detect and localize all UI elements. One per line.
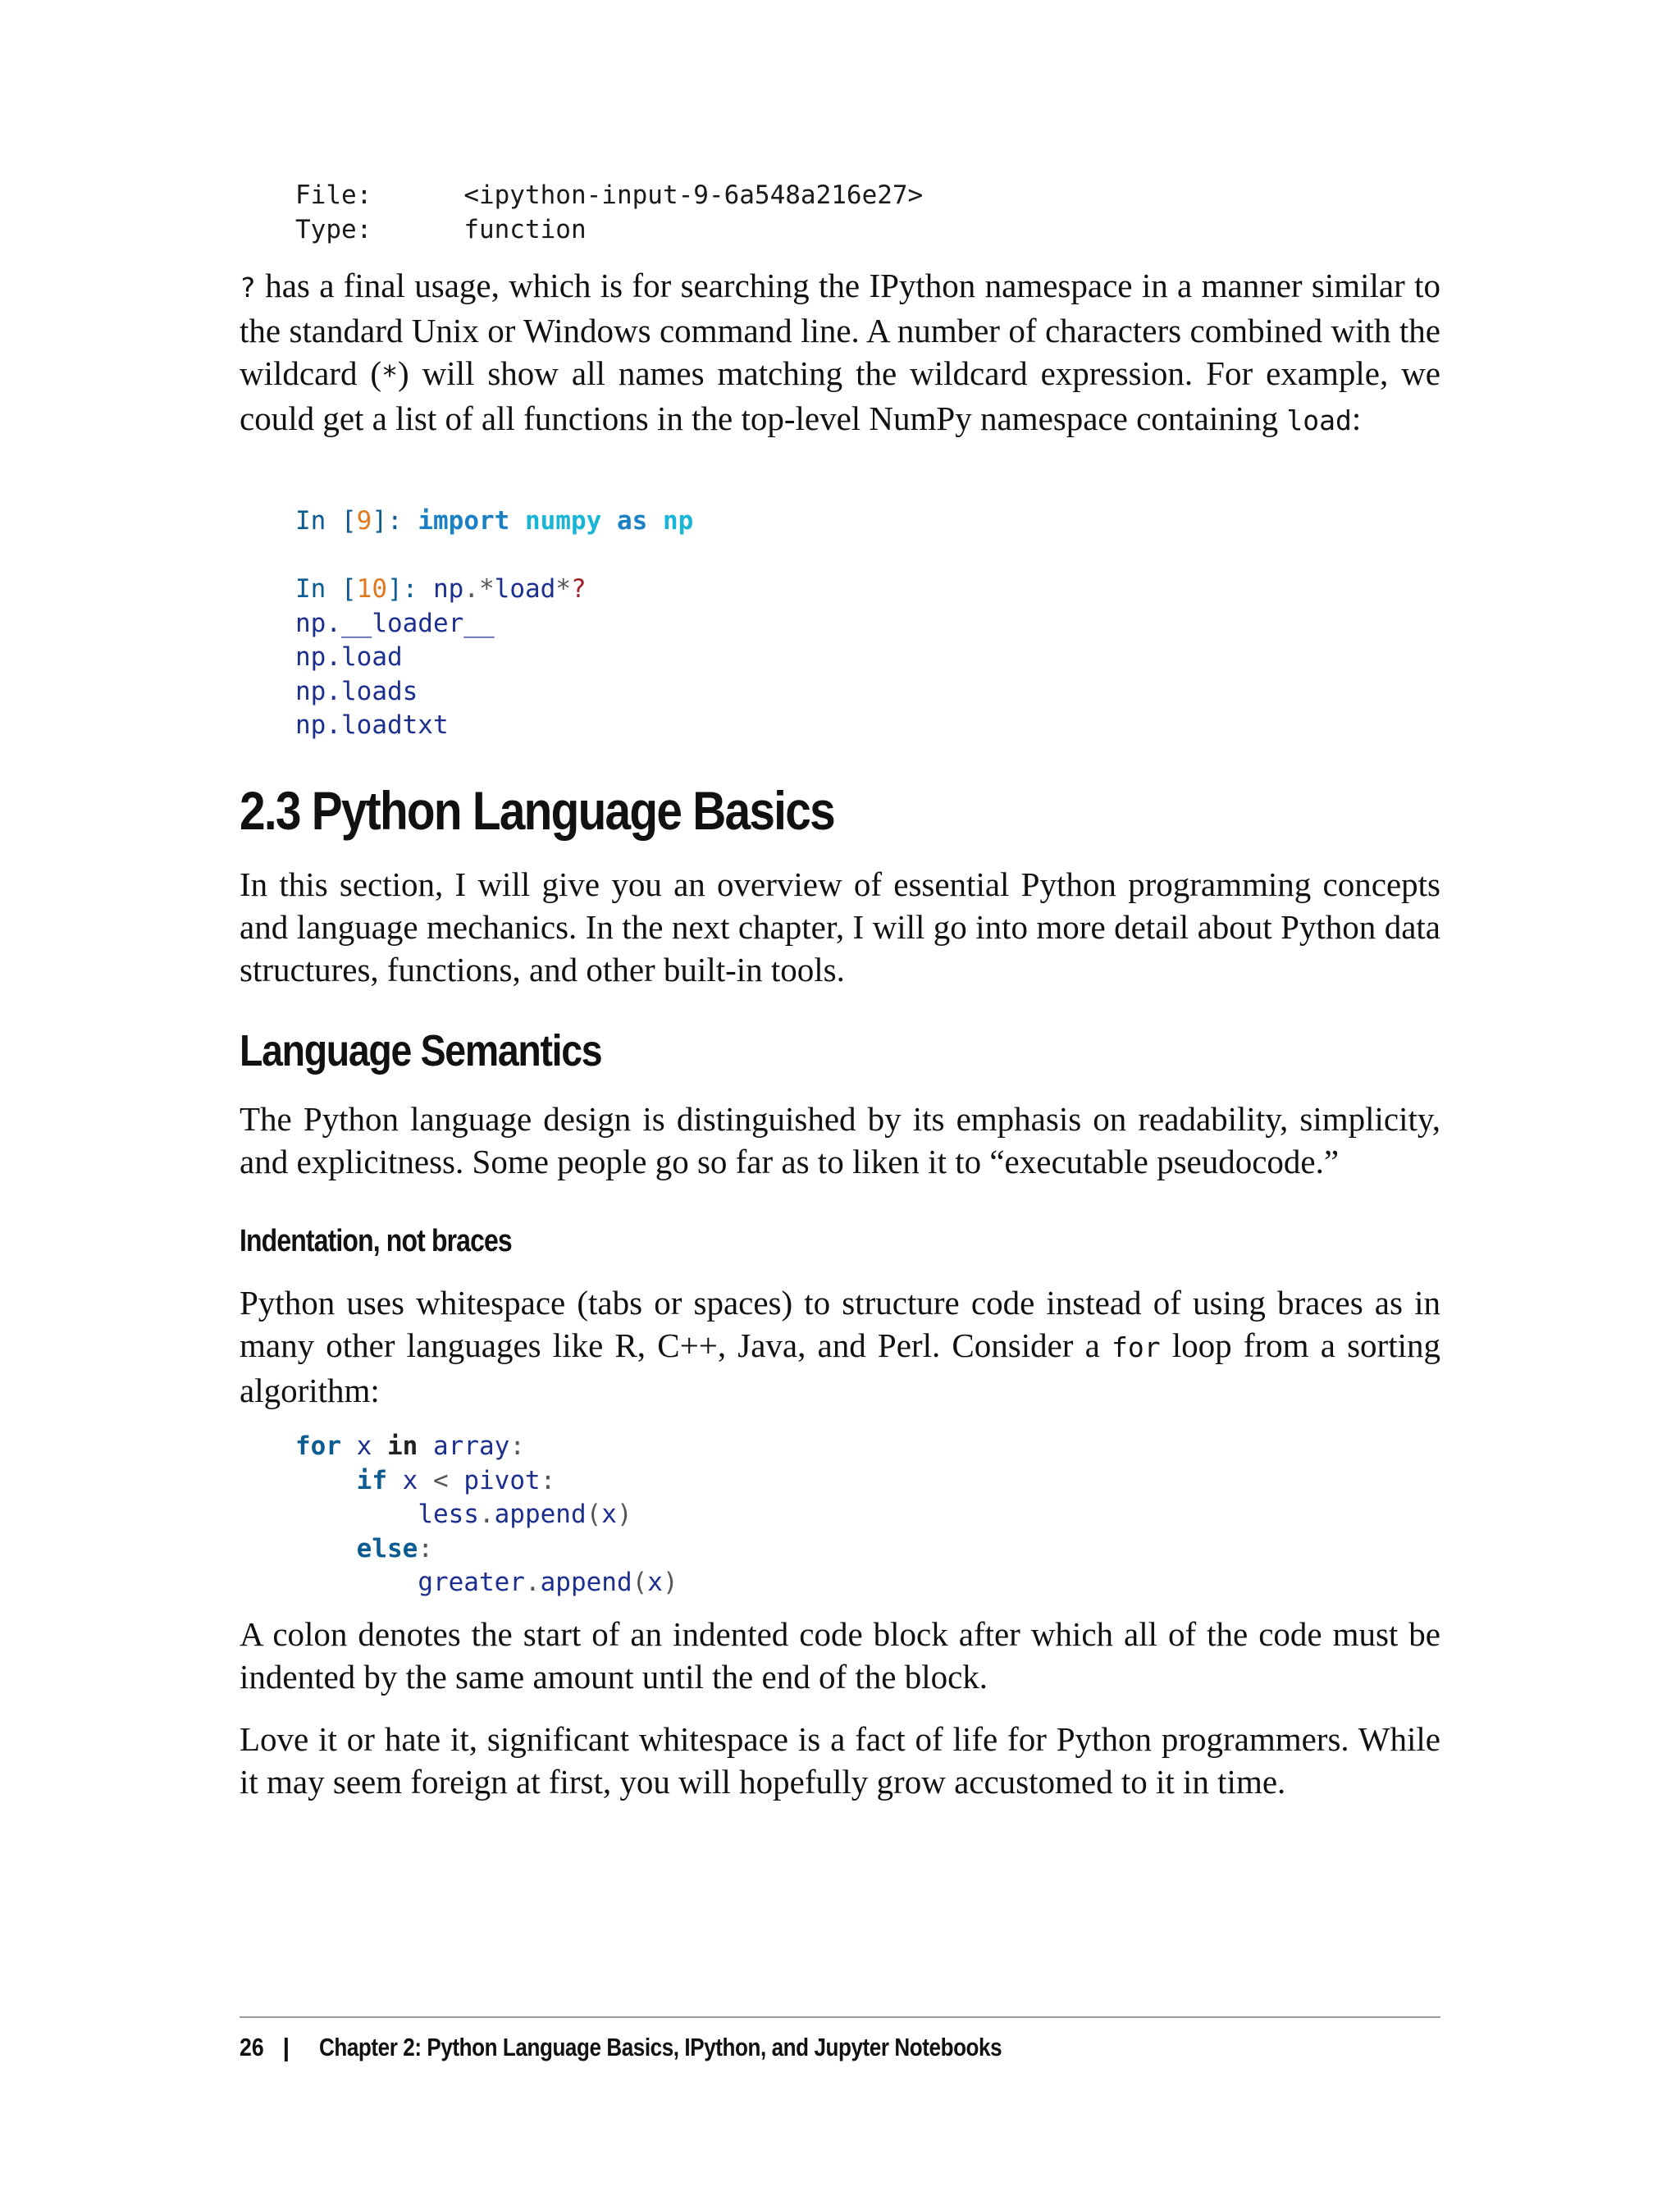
paragraph-text: ) will show all names matching the wildcard expression. For example, we could get a list of all functions in the top-level NumPy namespace containing [240, 354, 1441, 437]
code-star: * [478, 574, 495, 604]
method-append: append [540, 1568, 632, 1597]
code-colon: : [540, 1465, 556, 1495]
module-numpy: numpy [524, 506, 602, 536]
paragraph-text: loop from a sorting algorithm: [240, 1326, 1440, 1409]
var-x: x [356, 1431, 372, 1461]
code-load: load [494, 574, 556, 604]
inline-code-star: * [381, 359, 398, 391]
prompt-in: In [ [295, 574, 357, 604]
paragraph-text: Python uses whitespace (tabs or spaces) to structure code instead of using braces as in many other languages like R, C++, Java, and Perl. Consider a [240, 1284, 1440, 1364]
keyword-in: in [387, 1431, 418, 1461]
result-line: np.loads [295, 676, 418, 706]
result-line: np.loadtxt [295, 710, 449, 740]
keyword-for: for [295, 1431, 341, 1461]
result-line: np.load [295, 642, 403, 672]
var-array: array [433, 1431, 510, 1461]
var-x: x [402, 1465, 418, 1495]
prompt-number: 10 [356, 574, 387, 604]
method-append: append [494, 1500, 587, 1529]
footer-chapter-title: Chapter 2: Python Language Basics, IPython, and Jupyter Notebooks [319, 2033, 1002, 2061]
for-loop-code-block: for x in array: if x < pivot: less.append(x) else: greater.append(x) [295, 1431, 678, 1597]
keyword-import: import [418, 506, 510, 536]
paragraph-whitespace: Love it or hate it, significant whitespace is a fact of life for Python programmers. While it may seem foreign at first, you will hopefully grow accustomed to it in time. [240, 1720, 1440, 1801]
var-pivot: pivot [463, 1465, 541, 1495]
file-value: <ipython-input-9-6a548a216e27> [463, 180, 924, 210]
inline-code-load: load [1286, 404, 1352, 436]
paragraph-section-intro: In this section, I will give you an overview of essential Python programming concepts and language mechanics. In the next chapter, I will go into more detail about Python data structures, functions, and other built-in tools. [240, 865, 1440, 988]
inline-code-question: ? [240, 272, 256, 304]
paragraph-indentation [240, 1281, 1440, 1412]
numpy-code-block [295, 504, 693, 743]
code-np: np [432, 574, 464, 604]
section-heading: Language Semantics [240, 1026, 602, 1075]
code-colon: : [418, 1533, 433, 1564]
subsection-heading: Indentation, not braces [240, 1224, 512, 1258]
code-star: * [555, 574, 571, 604]
var-less: less [418, 1500, 479, 1529]
paragraph-wildcard-search [240, 264, 1440, 442]
prompt-in: In [ [295, 506, 357, 536]
paragraph-colon: A colon denotes the start of an indented code block after which all of the code must be indented by the same amount until the end of the block. [240, 1615, 1440, 1696]
type-label: Type: [295, 214, 372, 244]
code-question: ? [570, 574, 587, 604]
inline-code-for: for [1111, 1331, 1161, 1363]
alias-np: np [662, 506, 694, 536]
result-line: np.__loader__ [295, 608, 495, 638]
paragraph-text: : [1351, 399, 1362, 437]
footer-separator: | [282, 2033, 290, 2061]
prompt-close: ]: [372, 506, 418, 536]
paragraph-text: has a final usage, which is for searching the IPython namespace in a manner similar to the standard Unix or Windows command line. A number of characters combined with the wildcard ( [240, 267, 1440, 392]
code-dot: . [463, 574, 479, 604]
page-number: 26 [240, 2033, 264, 2061]
page-footer [240, 2029, 1132, 2066]
keyword-else: else [356, 1533, 418, 1564]
prompt-close: ]: [386, 574, 433, 604]
keyword-if: if [356, 1465, 387, 1495]
code-colon: : [509, 1431, 526, 1461]
file-info-output [295, 179, 923, 247]
paragraph-semantics: The Python language design is distinguished by its emphasis on readability, simplicity, and explicitness. Some people go so far as to liken it to “executable pseudocode.” [240, 1100, 1440, 1180]
code-lt: < [433, 1465, 449, 1495]
footer-divider [240, 2016, 1440, 2018]
file-label: File: [295, 180, 372, 210]
var-x: x [601, 1500, 617, 1529]
chapter-heading: 2.3 Python Language Basics [240, 780, 834, 841]
keyword-as: as [616, 506, 648, 536]
type-value: function [463, 214, 587, 244]
var-greater: greater [418, 1568, 525, 1597]
var-x: x [647, 1568, 663, 1597]
prompt-number: 9 [356, 506, 372, 536]
